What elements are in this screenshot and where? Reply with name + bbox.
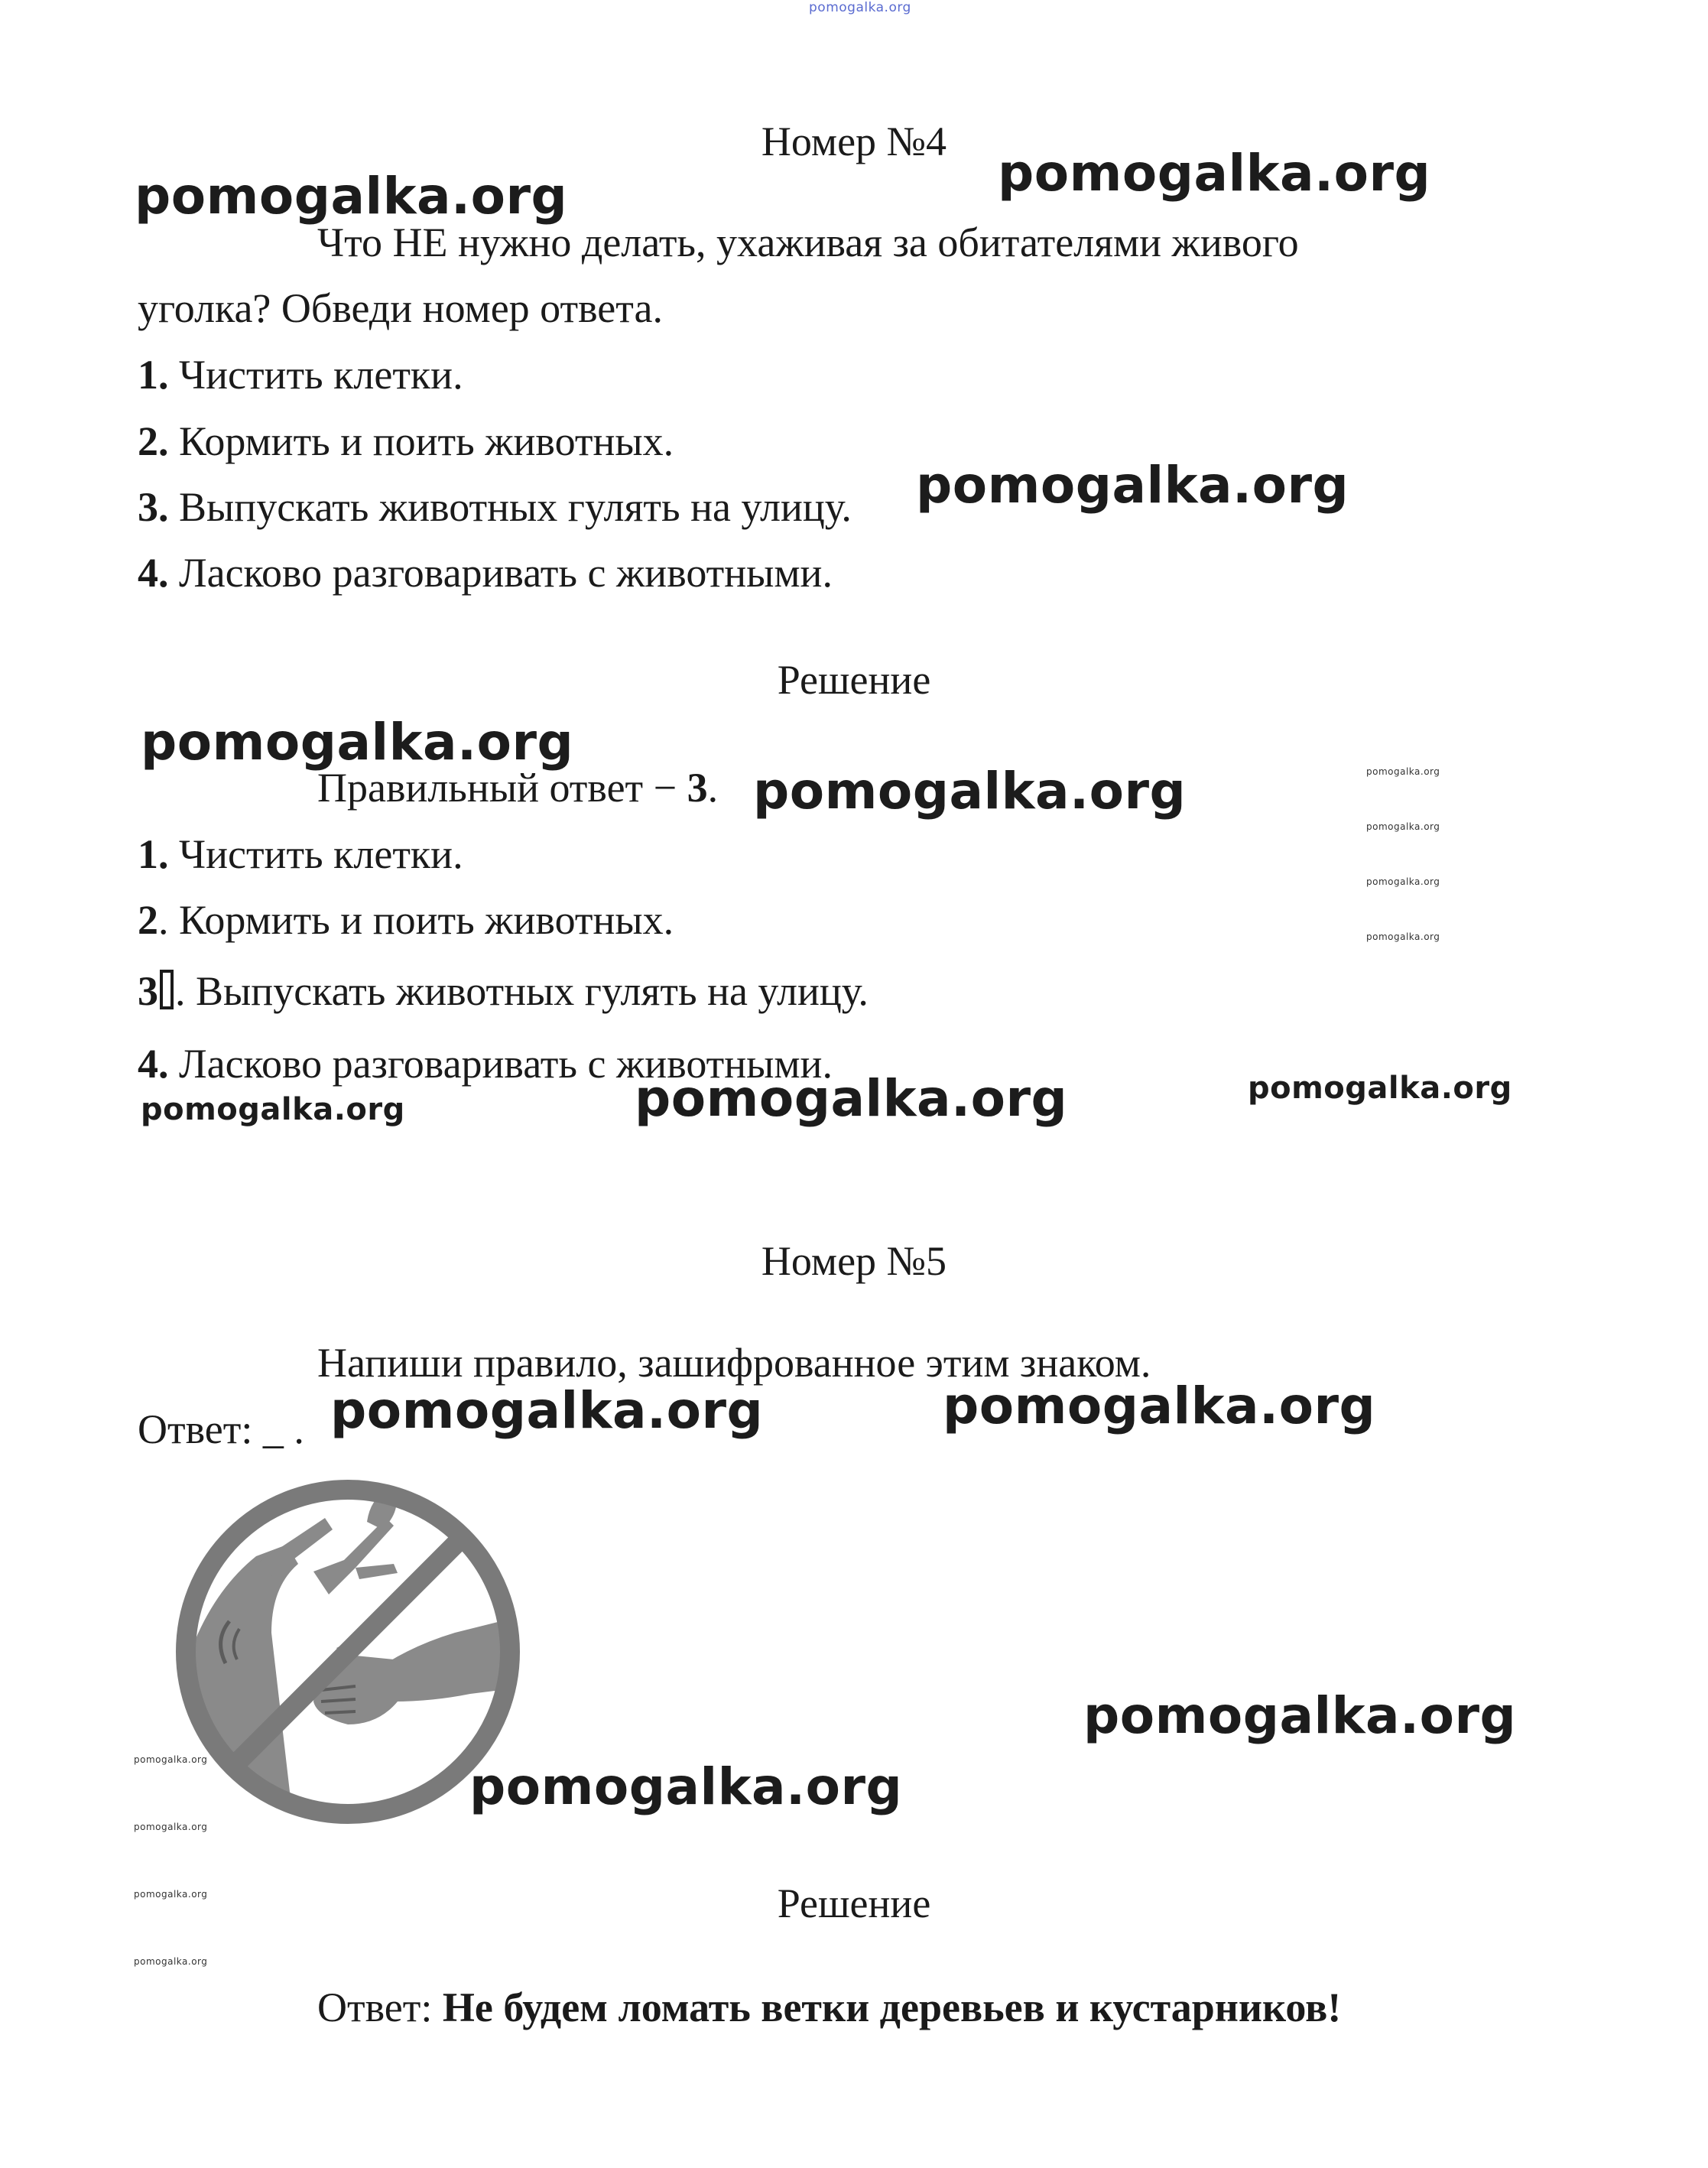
watermark: pomogalka.org bbox=[141, 713, 574, 772]
watermark: pomogalka.org bbox=[943, 1377, 1376, 1435]
watermark-tiny: pomogalka.org bbox=[134, 1956, 208, 1967]
task5-title: Номер №5 bbox=[761, 1238, 947, 1284]
task4-solution-option-1: 1. Чистить клетки. bbox=[138, 831, 463, 877]
task4-option-1: 1. Чистить клетки. bbox=[138, 352, 463, 398]
selection-box bbox=[160, 970, 174, 1009]
task4-option-3: 3. Выпускать животных гулять на улицу. bbox=[138, 484, 852, 530]
task5-answer: Ответ: Не будем ломать ветки деревьев и кустарников! bbox=[317, 1984, 1342, 2030]
watermark: pomogalka.org bbox=[998, 144, 1431, 203]
task4-question-line1: Что НЕ нужно делать, ухаживая за обитателями живого bbox=[317, 219, 1299, 265]
watermark: pomogalka.org bbox=[916, 456, 1349, 515]
task5-answer-blank: Ответ: _ . bbox=[138, 1406, 304, 1452]
watermark: pomogalka.org bbox=[135, 167, 568, 226]
watermark: pomogalka.org bbox=[1248, 1071, 1512, 1106]
watermark: pomogalka.org bbox=[141, 1092, 405, 1127]
watermark: pomogalka.org bbox=[330, 1381, 764, 1440]
watermark-top: pomogalka.org bbox=[809, 0, 911, 15]
task4-title: Номер №4 bbox=[761, 119, 947, 164]
task5-solution-title: Решение bbox=[777, 1880, 931, 1926]
task4-solution-option-3: 3 . Выпускать животных гулять на улицу. bbox=[138, 968, 869, 1014]
task5-question: Напиши правило, зашифрованное этим знаком. bbox=[317, 1340, 1151, 1386]
watermark: pomogalka.org bbox=[1083, 1686, 1517, 1745]
watermark: pomogalka.org bbox=[753, 762, 1187, 821]
task4-solution-option-4: 4. Ласково разговаривать с животными. bbox=[138, 1041, 833, 1087]
watermark-tiny: pomogalka.org bbox=[1366, 876, 1440, 887]
task4-solution-title: Решение bbox=[777, 657, 931, 703]
watermark: pomogalka.org bbox=[469, 1757, 903, 1816]
watermark: pomogalka.org bbox=[635, 1069, 1068, 1128]
task4-solution-option-2: 2. Кормить и поить животных. bbox=[138, 897, 674, 943]
watermark-tiny: pomogalka.org bbox=[1366, 766, 1440, 777]
watermark-tiny: pomogalka.org bbox=[1366, 821, 1440, 832]
task4-option-4: 4. Ласково разговаривать с животными. bbox=[138, 550, 833, 596]
watermark-tiny: pomogalka.org bbox=[134, 1822, 208, 1832]
task4-answer: Правильный ответ − 3. bbox=[317, 765, 719, 811]
task4-question-line2: уголка? Обведи номер ответа. bbox=[138, 285, 663, 331]
task4-option-2: 2. Кормить и поить животных. bbox=[138, 418, 674, 464]
watermark-tiny: pomogalka.org bbox=[134, 1889, 208, 1900]
watermark-tiny: pomogalka.org bbox=[134, 1754, 208, 1765]
watermark-tiny: pomogalka.org bbox=[1366, 931, 1440, 942]
